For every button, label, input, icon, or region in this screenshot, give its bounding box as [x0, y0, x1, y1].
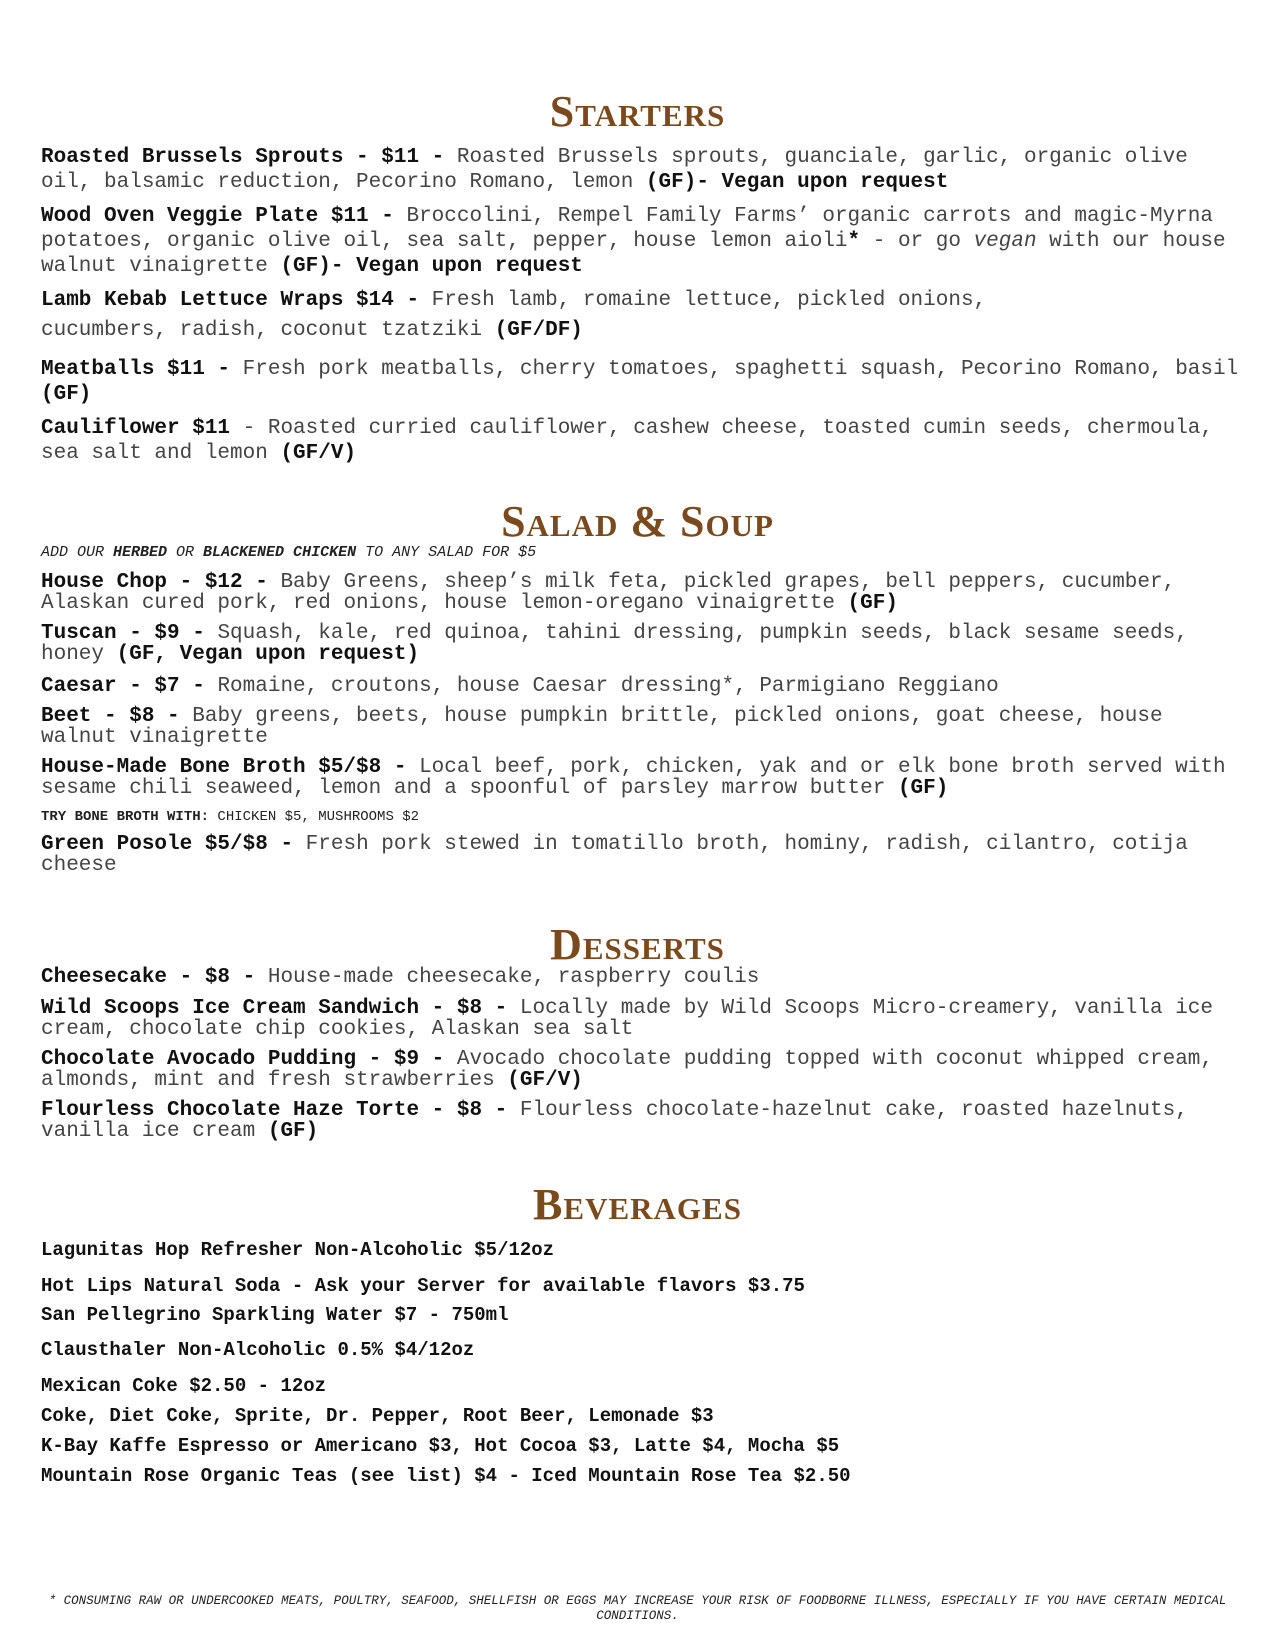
note-text: TO ANY SALAD FOR $5: [356, 544, 537, 561]
beverages-heading: Beverages: [533, 1180, 742, 1229]
note-text: OR: [167, 544, 204, 561]
bone-broth-addon-note: [41, 809, 1241, 825]
beverage-item: Lagunitas Hop Refresher Non-Alcoholic $5/12oz: [41, 1239, 555, 1261]
menu-item: [41, 834, 1241, 876]
item-name: Cheesecake - $8 -: [41, 966, 268, 989]
chicken-addon-note: [41, 544, 1241, 561]
diet-tag: (GF): [847, 592, 898, 615]
item-description: Fresh pork meatballs, cherry tomatoes, spaghetti squash, Pecorino Romano, basil: [242, 358, 1239, 381]
menu-item: [41, 1049, 1241, 1091]
beverage-item: Mexican Coke $2.50 - 12oz: [41, 1375, 327, 1397]
item-name: House-Made Bone Broth $5/$8 -: [41, 756, 420, 779]
item-name: Tuscan - $9 -: [41, 622, 218, 645]
item-description: - or go: [860, 230, 974, 253]
desserts-heading: Desserts: [550, 920, 725, 969]
item-description: Avocado chocolate pudding topped with coconut whipped cream, almonds, mint and fresh strawberries: [41, 1048, 1213, 1092]
menu-item: [41, 1100, 1241, 1142]
item-description: cucumbers, radish, coconut tzatziki: [41, 319, 495, 342]
note-text: BLACKENED CHICKEN: [203, 544, 357, 561]
beverage-item: Hot Lips Natural Soda - Ask your Server for available flavors $3.75: [41, 1275, 805, 1297]
item-description: Baby greens, beets, house pumpkin brittle, pickled onions, goat cheese, house walnut vinaigrette: [41, 705, 1163, 749]
diet-tag: (GF, Vegan upon request): [116, 643, 420, 666]
menu-item: [41, 357, 1241, 407]
menu-item: [41, 145, 1241, 195]
item-name: Cauliflower: [41, 417, 180, 440]
item-description: Broccolini, Rempel Family Farms’ organic carrots and magic-Myrna potatoes, organic olive oil, sea salt, pepper, house lemon aioli: [41, 205, 1213, 253]
item-name: Chocolate Avocado Pudding - $9 -: [41, 1048, 457, 1071]
beverage-item: San Pellegrino Sparkling Water $7 - 750ml: [41, 1304, 509, 1326]
menu-item: [41, 757, 1241, 799]
menu-item: [41, 706, 1241, 748]
menu-item-continued: [41, 318, 1241, 343]
item-description: Local beef, pork, chicken, yak and or elk bone broth served with sesame chili seaweed, lemon and a spoonful of parsley marrow butter: [41, 756, 1226, 800]
note-text: ADD OUR: [41, 544, 114, 561]
item-price: $11 -: [154, 358, 243, 381]
item-name: Caesar - $7 -: [41, 675, 218, 698]
menu-item: [41, 676, 1241, 697]
item-name: Wild Scoops Ice Cream Sandwich - $8 -: [41, 997, 520, 1020]
item-name: Beet - $8 -: [41, 705, 193, 728]
item-description: Roasted Brussels sprouts, guanciale, garlic, organic olive oil, balsamic reduction, Pecorino Romano, lemon: [41, 146, 1188, 194]
starters-heading: Starters: [549, 87, 726, 136]
note-text: HERBED: [113, 544, 168, 561]
item-name: Green Posole $5/$8 -: [41, 833, 306, 856]
item-name: Lamb Kebab Lettuce Wraps: [41, 289, 344, 312]
diet-tag: (GF)- Vegan upon request: [645, 171, 949, 194]
beverage-item: Coke, Diet Coke, Sprite, Dr. Pepper, Root Beer, Lemonade $3: [41, 1405, 714, 1427]
item-description: Fresh lamb, romaine lettuce, pickled onions,: [431, 289, 987, 312]
item-price: $11 -: [318, 205, 407, 228]
item-price: $14 -: [343, 289, 432, 312]
item-description: Locally made by Wild Scoops Micro-creamery, vanilla ice cream, chocolate chip cookies, Alaskan sea salt: [41, 997, 1214, 1041]
diet-tag: (GF)- Vegan upon request: [280, 255, 583, 278]
item-name: House Chop - $12 -: [41, 571, 281, 594]
beverage-item: K-Bay Kaffe Espresso or Americano $3, Hot Cocoa $3, Latte $4, Mocha $5: [41, 1435, 840, 1457]
diet-tag: (GF): [41, 383, 92, 406]
diet-tag: (GF/V): [280, 442, 357, 465]
item-price: - $11 -: [343, 146, 457, 169]
menu-item: [41, 967, 1241, 988]
item-description: - Roasted curried cauliflower, cashew cheese, toasted cumin seeds, chermoula, sea salt and lemon: [41, 417, 1213, 465]
salad-soup-heading: Salad & Soup: [501, 497, 774, 546]
menu-item: [41, 204, 1241, 279]
item-description: Romaine, croutons, house Caesar dressing*, Parmigiano Reggiano: [217, 675, 999, 698]
food-safety-disclaimer: * CONSUMING RAW OR UNDERCOOKED MEATS, POULTRY, SEAFOOD, SHELLFISH OR EGGS MAY INCREASE YOUR RISK OF FOODBORNE ILLNESS, ESPECIALLY IF YOU HAVE CERTAIN MEDICAL CONDITIONS.: [48, 1594, 1227, 1623]
menu-item: [41, 416, 1241, 466]
menu-item: [41, 623, 1241, 665]
diet-tag: (GF): [267, 1120, 319, 1143]
item-description: Fresh pork stewed in tomatillo broth, hominy, radish, cilantro, cotija cheese: [41, 833, 1188, 877]
raw-warning-star: *: [847, 230, 861, 253]
menu-item: [41, 288, 1241, 313]
menu-item: [41, 572, 1241, 614]
item-name: Meatballs: [41, 358, 155, 381]
item-name: Wood Oven Veggie Plate: [41, 205, 319, 228]
item-description: Flourless chocolate-hazelnut cake, roasted hazelnuts, vanilla ice cream: [41, 1099, 1188, 1143]
diet-tag: (GF/V): [507, 1069, 583, 1092]
diet-tag: (GF/DF): [494, 319, 583, 342]
item-description: Squash, kale, red quinoa, tahini dressing, pumpkin seeds, black sesame seeds, honey: [41, 622, 1188, 666]
menu-item: [41, 998, 1241, 1040]
item-name: Flourless Chocolate Haze Torte - $8 -: [41, 1099, 520, 1122]
diet-tag: (GF): [897, 777, 949, 800]
item-description: House-made cheesecake, raspberry coulis: [267, 966, 760, 989]
item-description: with our house walnut vinaigrette: [41, 230, 1226, 278]
item-name: Roasted Brussels Sprouts: [41, 146, 344, 169]
note-text: CHICKEN $5, MUSHROOMS $2: [209, 809, 420, 825]
beverage-item: Mountain Rose Organic Teas (see list) $4 - Iced Mountain Rose Tea $2.50: [41, 1465, 851, 1487]
item-description: Baby Greens, sheep’s milk feta, pickled grapes, bell peppers, cucumber, Alaskan cured pork, red onions, house lemon-oregano vinaigrette: [41, 571, 1176, 615]
item-description: vegan: [973, 230, 1037, 253]
item-price: $11: [179, 417, 243, 440]
note-label: TRY BONE BROTH WITH:: [41, 809, 210, 825]
beverage-item: Clausthaler Non-Alcoholic 0.5% $4/12oz: [41, 1339, 475, 1361]
